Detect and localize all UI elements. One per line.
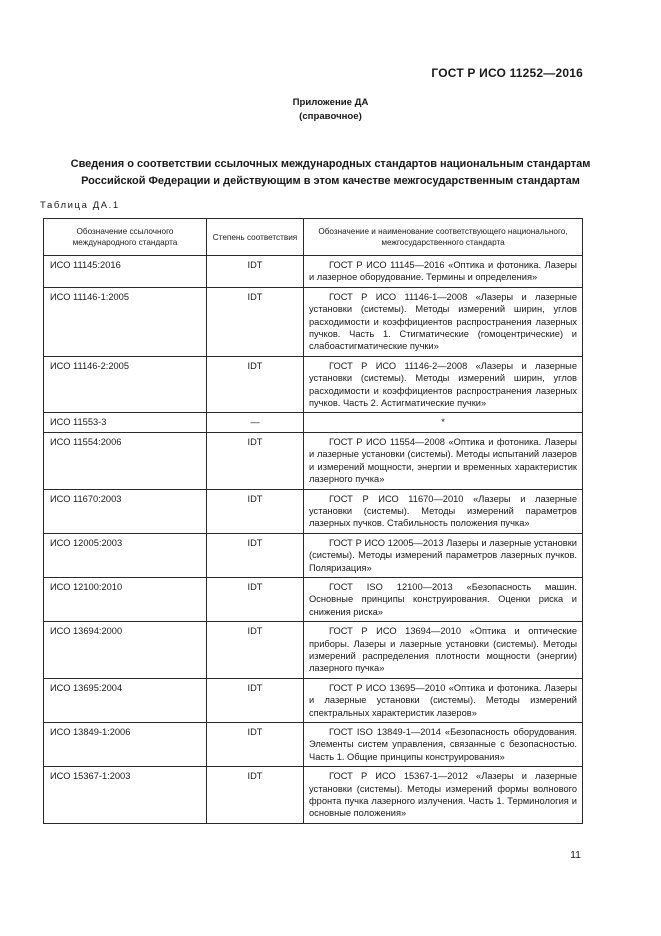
annex-subtitle: (справочное) (299, 111, 362, 122)
table-header-row (44, 219, 583, 256)
column-header-degree-of-correspondence: Степень соответствия (207, 219, 304, 256)
international-standard-cell: ИСО 11145:2016 (44, 256, 207, 288)
column-header-international-standard: Обозначение ссылочного международного стандарта (44, 219, 207, 256)
international-standard-cell: ИСО 11670:2003 (44, 489, 207, 533)
document-header: ГОСТ Р ИСО 11252—2016 (431, 66, 583, 80)
national-standard-cell (304, 622, 583, 679)
national-standard-cell (304, 287, 583, 356)
column-header-national-standard: Обозначение и наименование соответствующего национального, межгосударственного стандарта (304, 219, 583, 256)
international-standard-cell: ИСО 13695:2004 (44, 678, 207, 722)
international-standard-cell: ИСО 15367-1:2003 (44, 767, 207, 824)
national-standard-cell (304, 577, 583, 621)
section-title (40, 156, 621, 190)
table-row (44, 577, 583, 621)
international-standard-cell: ИСО 11554:2006 (44, 432, 207, 489)
national-standard-text: ГОСТ ISO 13849-1—2014 «Безопасность оборудования. Элементы систем управления, связанные с безопасностью. Часть 1. Общие принципы конструирования» (309, 727, 577, 762)
table-caption: Таблица ДА.1 (40, 200, 120, 211)
table-row (44, 287, 583, 356)
national-standard-text: ГОСТ Р ИСО 12005—2013 Лазеры и лазерные установки (системы). Методы измерений параметров лазерных пучков. Поляризация» (309, 537, 577, 573)
international-standard-cell: ИСО 12100:2010 (44, 577, 207, 621)
table-row (44, 767, 583, 824)
table-row (44, 489, 583, 533)
table-row (44, 256, 583, 288)
national-standard-text: ГОСТ Р ИСО 11554—2008 «Оптика и фотоника. Лазеры и лазерные установки (системы). Методы испытаний лазеров и измерений мощности, энергии и временных характеристик лазерного пучка» (309, 436, 577, 485)
degree-cell: IDT (207, 287, 304, 356)
international-standard-cell: ИСО 13694:2000 (44, 622, 207, 679)
table-row (44, 356, 583, 413)
national-standard-text: ГОСТ Р ИСО 11670—2010 «Лазеры и лазерные установки (системы). Методы измерений параметров лазерных пучков. Стабильность положения пучка» (309, 493, 577, 529)
annex-title: Приложение ДА (292, 97, 369, 108)
degree-cell: IDT (207, 356, 304, 413)
table-row (44, 432, 583, 489)
national-standard-cell (304, 678, 583, 722)
degree-cell: IDT (207, 489, 304, 533)
international-standard-cell: ИСО 13849-1:2006 (44, 723, 207, 767)
page-number: 11 (570, 849, 581, 861)
table-row (44, 622, 583, 679)
national-standard-cell (304, 256, 583, 288)
national-standard-text: ГОСТ Р ИСО 11145—2016 «Оптика и фотоника. Лазеры и лазерное оборудование. Термины и определения» (309, 260, 577, 283)
national-standard-cell: * (304, 413, 583, 432)
reference-standards-table (43, 218, 583, 824)
international-standard-cell: ИСО 12005:2003 (44, 533, 207, 577)
table-row (44, 413, 583, 432)
table-row (44, 678, 583, 722)
table-row (44, 533, 583, 577)
degree-cell: IDT (207, 767, 304, 824)
degree-cell: IDT (207, 533, 304, 577)
national-standard-text: ГОСТ Р ИСО 13694—2010 «Оптика и оптические приборы. Лазеры и лазерные установки (системы). Методы измерений распределения плотности мощности (энергии) лазерного пучка» (309, 626, 577, 674)
international-standard-cell: ИСО 11553-3 (44, 413, 207, 432)
degree-cell: IDT (207, 723, 304, 767)
national-standard-text: ГОСТ Р ИСО 15367-1—2012 «Лазеры и лазерные установки (системы). Методы измерений формы волнового фронта пучка лазерного излучения. Часть 1. Терминология и основные положения» (309, 771, 577, 819)
degree-cell: IDT (207, 432, 304, 489)
national-standard-cell (304, 489, 583, 533)
national-standard-cell (304, 432, 583, 489)
national-standard-text: ГОСТ ISO 12100—2013 «Безопасность машин. Основные принципы конструирования. Оценки риска и снижения риска» (309, 581, 577, 617)
degree-cell: IDT (207, 256, 304, 288)
national-standard-cell (304, 723, 583, 767)
national-standard-cell (304, 533, 583, 577)
international-standard-cell: ИСО 11146-2:2005 (44, 356, 207, 413)
national-standard-text: ГОСТ Р ИСО 13695—2010 «Оптика и фотоника. Лазеры и лазерные установки (системы). Методы измерений спектральных характеристик лазеров» (309, 682, 577, 718)
national-standard-cell (304, 356, 583, 413)
degree-cell: IDT (207, 678, 304, 722)
national-standard-text: ГОСТ Р ИСО 11146-1—2008 «Лазеры и лазерные установки (системы). Методы измерений ширин, углов расходимости и коэффициентов распространения лазерных пучков. Часть 1. Стигматические (гомоцентрические) и слабоастигматические пучки» (309, 291, 577, 352)
degree-cell: IDT (207, 577, 304, 621)
national-standard-cell (304, 767, 583, 824)
section-title-line-1: Сведения о соответствии ссылочных международных стандартов национальным стандартам (70, 158, 591, 170)
degree-cell: IDT (207, 622, 304, 679)
international-standard-cell: ИСО 11146-1:2005 (44, 287, 207, 356)
section-title-line-2: Российской Федерации и действующим в этом качестве межгосударственным стандартам (81, 175, 580, 187)
degree-cell: — (207, 413, 304, 432)
table-row (44, 723, 583, 767)
annex-heading (0, 96, 661, 124)
national-standard-text: ГОСТ Р ИСО 11146-2—2008 «Лазеры и лазерные установки (системы). Методы измерений ширин, углов расходимости и коэффициентов распространения лазерных пучков. Часть 2. Астигматические пучки» (309, 360, 577, 409)
